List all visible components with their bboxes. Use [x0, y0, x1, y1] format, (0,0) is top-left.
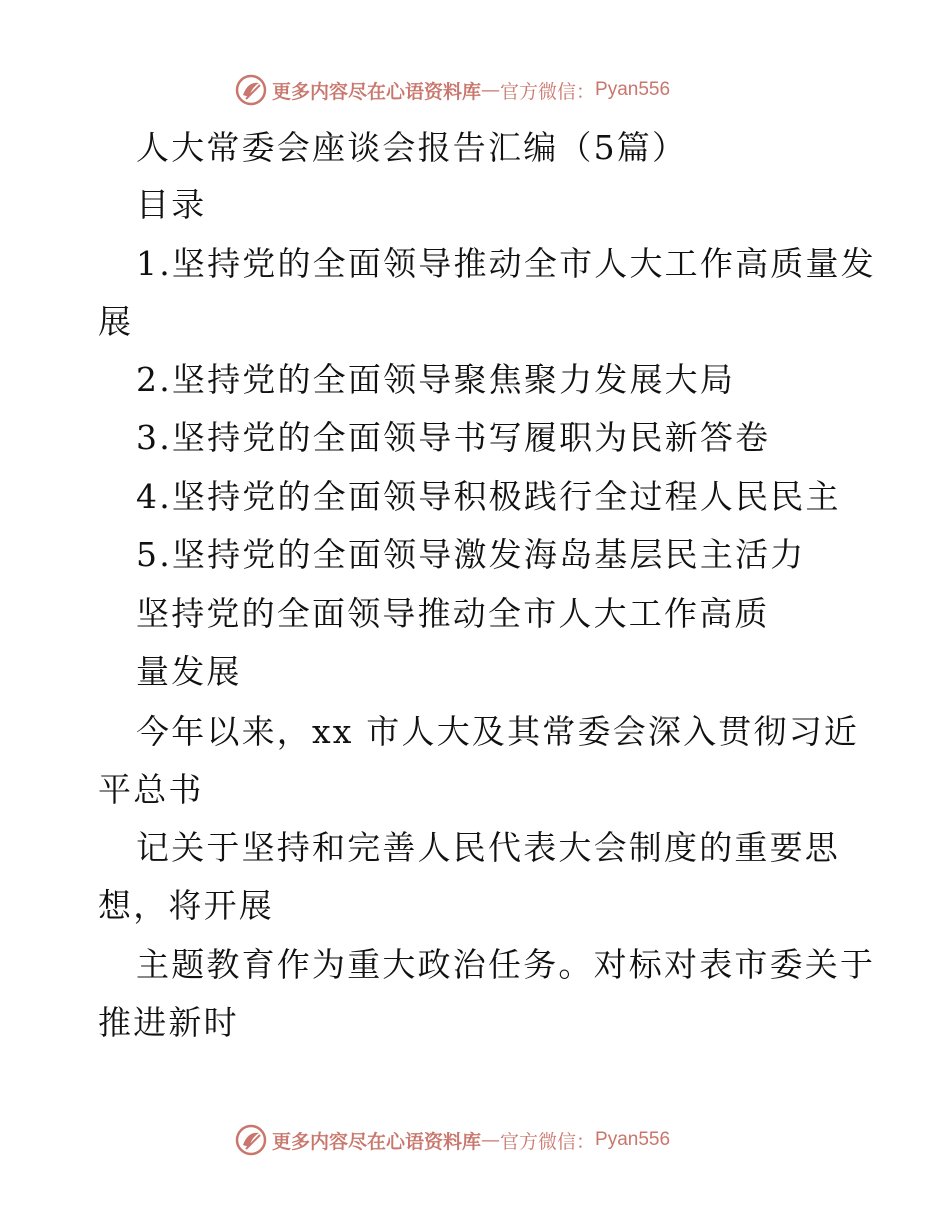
toc-item-continued: 展 [98, 302, 134, 341]
section-title: 坚持党的全面领导推动全市人大工作高质 [136, 594, 770, 633]
body-paragraph-line: 想，将开展 [98, 886, 274, 925]
watermark-wechat-label: 官方微信： [500, 80, 596, 103]
document-title: 人大常委会座谈会报告汇编（5篇） [136, 128, 688, 167]
toc-item: 3.坚持党的全面领导书写履职为民新答卷 [136, 418, 771, 457]
body-paragraph-line: 平总书 [98, 770, 204, 809]
watermark-logo-icon [234, 1123, 268, 1157]
watermark-dash: — [481, 1129, 501, 1151]
watermark-logo-icon [234, 73, 268, 107]
body-paragraph-line: 主题教育作为重大政治任务。对标对表市委关于 [136, 945, 876, 984]
watermark-wechat-label: 官方微信： [500, 1130, 596, 1153]
toc-heading: 目录 [136, 185, 207, 224]
toc-item: 2.坚持党的全面领导聚焦聚力发展大局 [136, 360, 736, 399]
watermark-text: 更多内容尽在心语资料库 [272, 1130, 482, 1153]
toc-item: 5.坚持党的全面领导激发海岛基层民主活力 [136, 535, 806, 574]
toc-item: 1.坚持党的全面领导推动全市人大工作高质量发 [136, 244, 876, 283]
watermark-wechat-id: Pyan556 [595, 1129, 671, 1150]
watermark-text: 更多内容尽在心语资料库 [272, 80, 482, 103]
body-paragraph-line: 推进新时 [98, 1003, 239, 1042]
toc-item: 4.坚持党的全面领导积极践行全过程人民民主 [136, 477, 841, 516]
watermark-footer [234, 1122, 670, 1158]
body-paragraph-line: 记关于坚持和完善人民代表大会制度的重要思 [136, 828, 840, 867]
watermark-dash: — [481, 79, 501, 101]
body-paragraph-line: 今年以来，xx 市人大及其常委会深入贯彻习近 [136, 712, 860, 751]
watermark-header [234, 72, 670, 108]
watermark-wechat-id: Pyan556 [595, 79, 671, 100]
section-title-continued: 量发展 [136, 652, 242, 691]
